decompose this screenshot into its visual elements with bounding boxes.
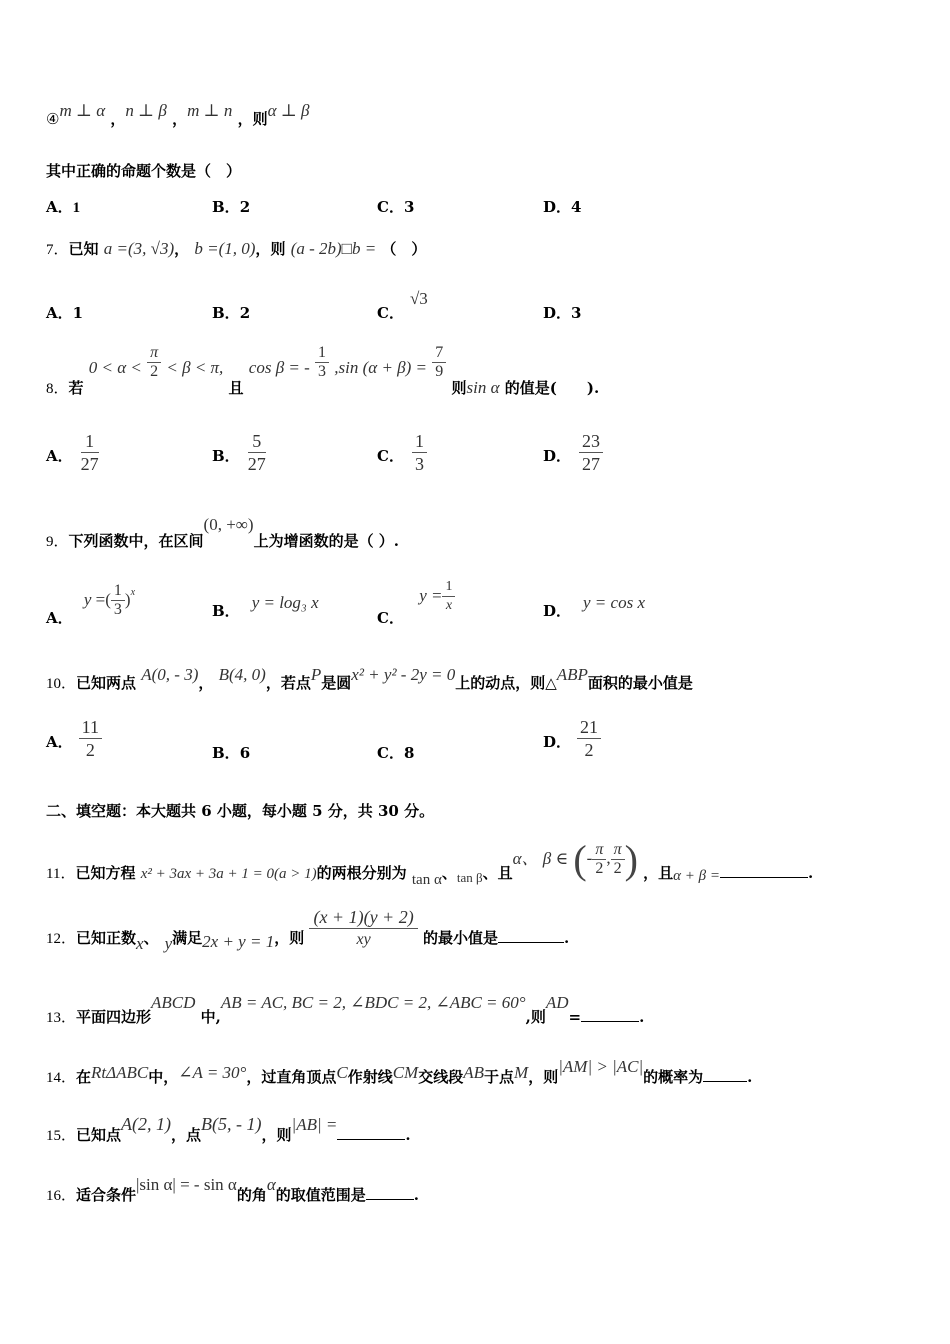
q6-option-d[interactable]: D．4 <box>543 198 582 216</box>
q12-stem: 12．已知正数x、 y满足2x + y = 1，则 $\frac{(x + 1)(y + 2)}{xy}$ 的最小值是 . <box>46 907 570 953</box>
math-n-perp-beta: n ⊥ β <box>125 101 167 120</box>
q8-option-c[interactable]: C． $\frac{1}{3}$ <box>377 430 427 475</box>
q10-option-a[interactable]: A． $\frac{11}{2}$ <box>46 716 102 761</box>
q9-option-b[interactable]: B． y = log₃ x <box>212 593 319 620</box>
math-equation: x² + 3ax + 3a + 1 = 0(a > 1) <box>140 865 317 882</box>
math-dot-expression: (a - 2b)□b = <box>290 239 377 258</box>
math-inequality: |AM| > |AC| <box>558 1057 644 1076</box>
question-number: 15． <box>46 1128 77 1144</box>
answer-blank[interactable] <box>366 1199 414 1200</box>
fraction-one-third: $\frac{1}{3}$ <box>315 344 329 381</box>
math-m-perp-alpha: m ⊥ α <box>59 101 106 120</box>
math-cos-beta: cos β = - <box>248 357 310 377</box>
math-sum: α + β = <box>673 867 721 884</box>
question-number: 9． <box>46 534 69 550</box>
q7-option-c[interactable]: C．√3 <box>377 289 428 322</box>
question-number: 12． <box>46 930 77 947</box>
q7-stem: 7．已知 a =(3, √3)， b =(1, 0)，则 (a - 2b)□b = （ ） <box>46 239 427 258</box>
math-condition: 2x + y = 1 <box>202 931 275 951</box>
q8-stem: 8．若 0 < α < $\frac{\pi}{2}$ < β < π, 且 cos β = - $\frac{1}{3}$ ,sin (α + β) = $\frac{7}{9}$ 则sin α 的值是( ). <box>46 344 600 397</box>
section-heading: 二、填空题：本大题共 6 小题，每小题 5 分，共 30 分。 <box>46 802 435 820</box>
math-point-a: A(0, - 3) <box>141 665 199 684</box>
q6-option-c[interactable]: C．3 <box>377 198 415 216</box>
math-point-a: A(2, 1) <box>121 1114 172 1134</box>
q7-option-b[interactable]: B．2 <box>212 304 251 322</box>
question-number: 8． <box>46 380 69 397</box>
fraction-expression: $\frac{(x + 1)(y + 2)}{xy}$ <box>309 906 417 951</box>
q8-option-a[interactable]: A． $\frac{1}{27}$ <box>46 431 99 474</box>
math-b-vector: b =(1, 0) <box>194 239 256 258</box>
q6-option-b[interactable]: B．2 <box>212 198 251 216</box>
q10-option-c[interactable]: C．8 <box>377 744 415 762</box>
math-sin-alpha: sin α <box>466 377 500 397</box>
answer-blank[interactable] <box>498 942 564 943</box>
q6-item4: ④m ⊥ α ，n ⊥ β ，m ⊥ n ，则α ⊥ β <box>46 101 310 128</box>
math-condition: |sin α| = - sin α <box>136 1175 237 1194</box>
q9-stem: 9．下列函数中，在区间(0, +∞)上为增函数的是（ ）. <box>46 515 400 550</box>
q6-question: 其中正确的命题个数是（ ） <box>46 162 242 180</box>
math-sin-sum: ,sin (α + β) = <box>334 357 428 377</box>
answer-blank[interactable] <box>703 1081 747 1082</box>
q8-option-b[interactable]: B． $\frac{5}{27}$ <box>212 431 266 474</box>
math-interval: (0, +∞) <box>203 515 254 534</box>
q8-option-d[interactable]: D． $\frac{23}{27}$ <box>543 430 603 475</box>
math-m-perp-n: m ⊥ n <box>187 101 233 120</box>
q6-option-a[interactable]: A．1 <box>46 198 81 216</box>
question-number: 11． <box>46 865 76 882</box>
q10-stem: 10．已知两点 A(0, - 3)， B(4, 0)，若点P是圆x² + y² - 2y = 0上的动点，则△ABP面积的最小值是 <box>46 665 693 692</box>
q15-stem: 15．已知点A(2, 1)，点B(5, - 1)，则|AB| =. <box>46 1114 411 1144</box>
q13-stem: 13．平面四边形ABCD 中,AB = AC, BC = 2, ∠BDC = 2, ∠ABC = 60°,则AD= . <box>46 993 645 1026</box>
answer-blank[interactable] <box>337 1139 405 1140</box>
math-condition-right: < β < π, <box>166 357 224 377</box>
q7-option-a[interactable]: A．1 <box>46 304 84 322</box>
question-number: 16． <box>46 1188 77 1204</box>
answer-blank[interactable] <box>581 1021 639 1022</box>
answer-paren: （ ） <box>381 240 427 258</box>
q7-option-d[interactable]: D．3 <box>543 304 582 322</box>
q9-option-c[interactable]: C． y = $\frac{1}{x}$ <box>377 578 455 615</box>
q14-stem: 14．在RtΔABC中，∠A = 30°，过直角顶点C作射线CM交线段AB于点M，则|AM| > |AC|的概率为 . <box>46 1057 753 1086</box>
math-tan-alpha: tan α <box>411 871 442 888</box>
q10-option-d[interactable]: D． $\frac{21}{2}$ <box>543 716 601 761</box>
math-point-b: B(4, 0) <box>218 665 266 684</box>
fraction-pi-over-2: $\frac{\pi}{2}$ <box>147 344 161 381</box>
question-number: 10． <box>46 676 77 692</box>
q11-stem: 11．已知方程 x² + 3ax + 3a + 1 = 0(a > 1)的两根分别为 tan α、tan β、且α、 β ∈ (- $\frac{\pi}{2}$ , $\frac{\pi}{2}$ ) ，且α + β = . <box>46 837 814 888</box>
then-text: 则 <box>252 110 268 128</box>
q9-option-d[interactable]: D． y = cos x <box>543 593 645 620</box>
item-number: ④ <box>46 110 60 128</box>
math-alpha-beta-in: α、 β ∈ <box>512 848 569 868</box>
question-number: 14． <box>46 1070 77 1086</box>
math-ab-length: |AB| = <box>291 1115 338 1134</box>
math-circle-equation: x² + y² - 2y = 0 <box>351 665 456 684</box>
question-number: 13． <box>46 1010 77 1026</box>
q16-stem: 16．适合条件|sin α| = - sin α的角α的取值范围是 . <box>46 1175 420 1204</box>
question-number: 7． <box>46 242 69 258</box>
math-alpha-perp-beta: α ⊥ β <box>267 101 310 120</box>
answer-blank[interactable] <box>720 877 808 878</box>
math-condition-left: 0 < α < <box>88 357 142 377</box>
q9-option-a[interactable]: A． y =( $\frac{1}{3}$ )$^x$ <box>46 582 136 627</box>
math-point-b: B(5, - 1) <box>201 1114 262 1134</box>
math-conditions: AB = AC, BC = 2, ∠BDC = 2, ∠ABC = 60° <box>220 993 526 1012</box>
math-tan-beta: tan β <box>456 869 483 885</box>
q10-option-b[interactable]: B．6 <box>212 744 251 762</box>
math-a-vector: a =(3, √3) <box>103 239 175 258</box>
fraction-seven-ninths: $\frac{7}{9}$ <box>432 344 446 381</box>
